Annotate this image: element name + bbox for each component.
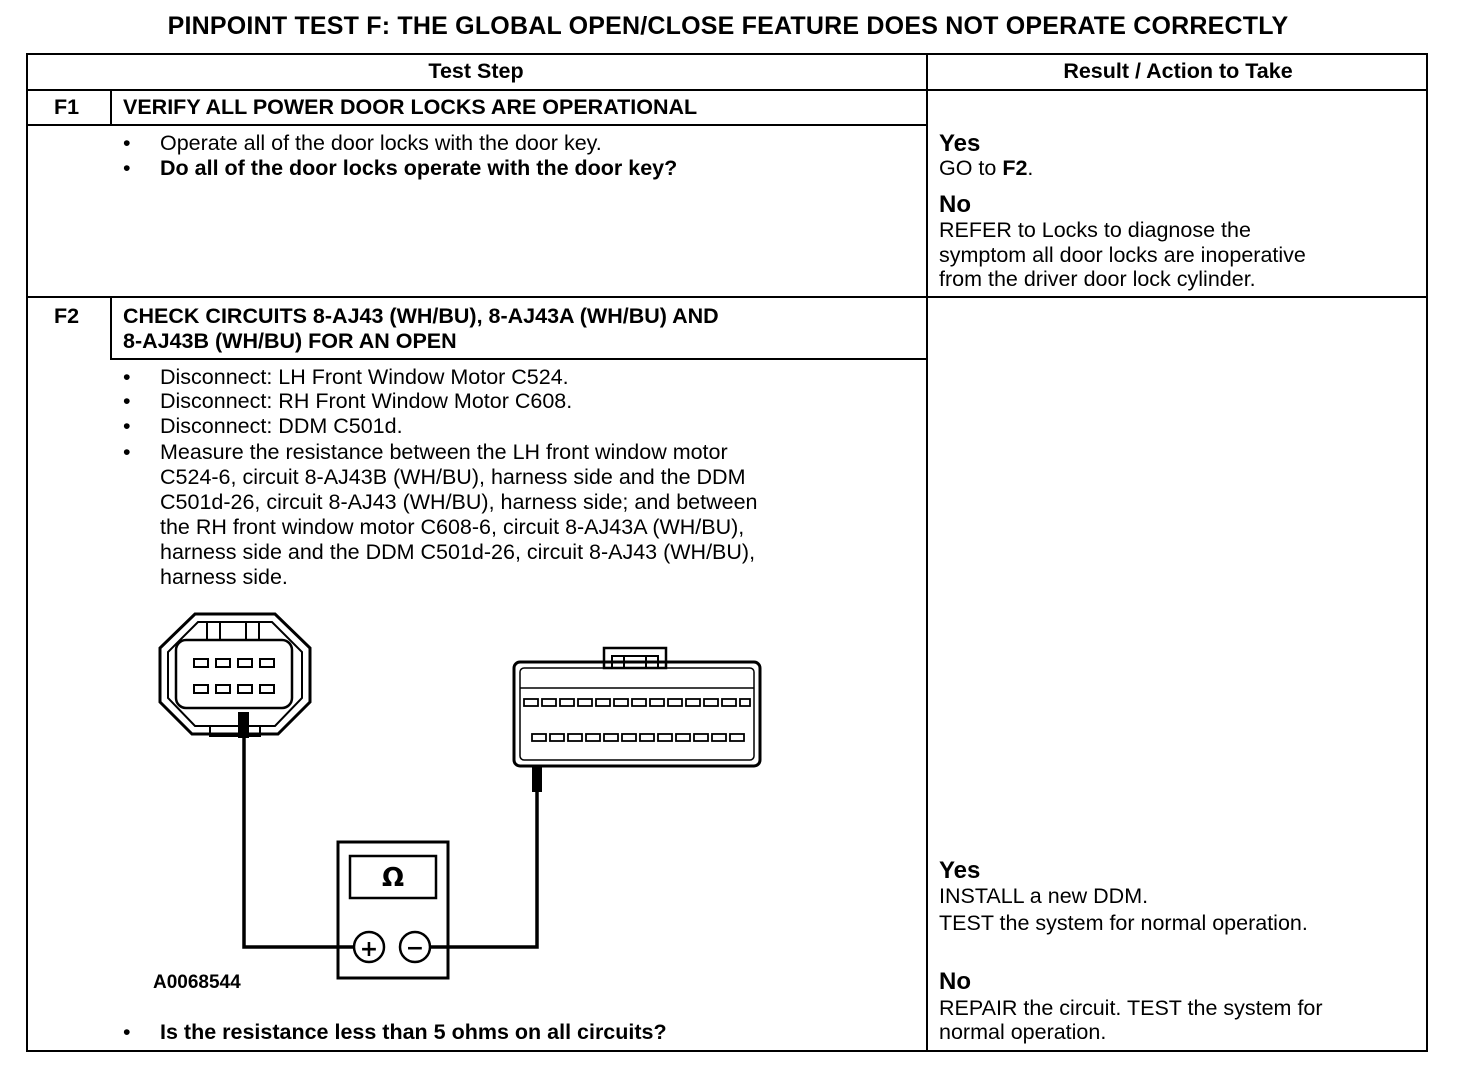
- f2-yes-line-1: INSTALL a new DDM.: [939, 884, 1149, 908]
- bullet: •: [123, 440, 131, 464]
- plus-symbol: +: [359, 937, 379, 962]
- bullet: •: [123, 389, 131, 413]
- bullet: •: [123, 131, 131, 155]
- ohm-symbol: Ω: [381, 863, 405, 893]
- f1-step-id: F1: [54, 95, 80, 119]
- minus-symbol: −: [405, 936, 425, 961]
- f2-step-id: F2: [54, 304, 80, 328]
- f2-question: Is the resistance less than 5 ohms on all circuits?: [160, 1020, 667, 1044]
- f2-measure-line-3: C501d-26, circuit 8-AJ43 (WH/BU), harness side; and between: [160, 490, 758, 514]
- f1-no-line-3: from the driver door lock cylinder.: [939, 267, 1256, 291]
- f2-yes-line-2: TEST the system for normal operation.: [939, 911, 1308, 935]
- f2-heading-line-2: 8-AJ43B (WH/BU) FOR AN OPEN: [123, 329, 457, 353]
- f2-yes-label: Yes: [939, 857, 981, 884]
- f2-no-label: No: [939, 968, 971, 995]
- f2-measure-line-2: C524-6, circuit 8-AJ43B (WH/BU), harness side and the DDM: [160, 465, 746, 489]
- bullet: •: [123, 156, 131, 180]
- f1-no-line-1: REFER to Locks to diagnose the: [939, 218, 1251, 242]
- f2-heading-line-1: CHECK CIRCUITS 8-AJ43 (WH/BU), 8-AJ43A (WH/BU) AND: [123, 304, 719, 328]
- f2-bullet-1: Disconnect: LH Front Window Motor C524.: [160, 365, 569, 389]
- header-result: Result / Action to Take: [1063, 59, 1293, 83]
- f2-measure-line-6: harness side.: [160, 565, 288, 589]
- f1-heading: VERIFY ALL POWER DOOR LOCKS ARE OPERATIONAL: [123, 95, 698, 119]
- f1-question: Do all of the door locks operate with the door key?: [160, 156, 678, 180]
- page-title: PINPOINT TEST F: THE GLOBAL OPEN/CLOSE FEATURE DOES NOT OPERATE CORRECTLY: [167, 12, 1289, 40]
- f2-bullet-3: Disconnect: DDM C501d.: [160, 414, 403, 438]
- f1-no-line-2: symptom all door locks are inoperative: [939, 243, 1306, 267]
- f2-measure-line-1: Measure the resistance between the LH front window motor: [160, 440, 728, 464]
- f2-no-line-1: REPAIR the circuit. TEST the system for: [939, 996, 1323, 1020]
- bullet: •: [123, 414, 131, 438]
- f2-bullet-2: Disconnect: RH Front Window Motor C608.: [160, 389, 573, 413]
- f1-bullet-1: Operate all of the door locks with the door key.: [160, 131, 602, 155]
- f2-measure-line-5: harness side and the DDM C501d-26, circuit 8-AJ43 (WH/BU),: [160, 540, 756, 564]
- f2-no-line-2: normal operation.: [939, 1020, 1107, 1044]
- header-test-step: Test Step: [428, 59, 524, 83]
- figure-id: A0068544: [153, 972, 241, 993]
- f1-yes-text: GO to F2.: [939, 156, 1034, 180]
- f1-no-label: No: [939, 191, 971, 218]
- bullet: •: [123, 365, 131, 389]
- f1-yes-label: Yes: [939, 130, 981, 157]
- bullet: •: [123, 1020, 131, 1044]
- f2-measure-line-4: the RH front window motor C608-6, circuit 8-AJ43A (WH/BU),: [160, 515, 745, 539]
